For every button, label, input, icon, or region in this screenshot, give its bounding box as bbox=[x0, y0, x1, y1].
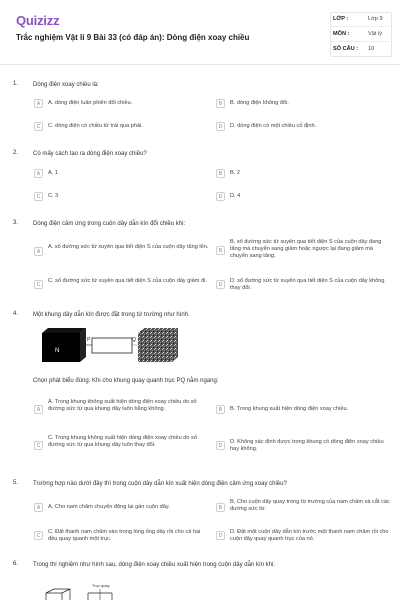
option-text: C. số đường sức từ xuyên qua tiết diện S của cuộn dây giảm đi. bbox=[48, 278, 207, 284]
header-divider bbox=[0, 64, 400, 65]
option-letter: B bbox=[216, 99, 225, 108]
rotation-figure bbox=[40, 581, 140, 600]
meta-table bbox=[330, 12, 390, 56]
meta-key: LỚP : bbox=[333, 16, 349, 22]
meta-row-count bbox=[330, 42, 390, 56]
question-text: Dòng điện xoay chiều là: bbox=[33, 82, 99, 88]
option-text: B. dòng điện không đổi. bbox=[230, 100, 289, 106]
page-title: Trắc nghiệm Vật lí 9 Bài 33 (có đáp án): Dòng điện xoay chiều bbox=[16, 33, 250, 42]
option-letter: C bbox=[34, 192, 43, 201]
option-text: B. Cho cuộn dây quay trong từ trường của nam châm và cắt các đường sức từ. bbox=[230, 499, 390, 513]
option-text: C. dòng điện có chiều từ trái qua phải. bbox=[48, 123, 143, 129]
option-text: B. số đường sức từ xuyên qua tiết diện S của cuộn dây đang tăng mà chuyển sang giảm hoặc ngược lại đang giảm mà chuyển sang tăng. bbox=[230, 239, 382, 260]
option-text: D. dòng điện có một chiều cố định. bbox=[230, 123, 317, 129]
axis-label-q: Q bbox=[132, 337, 136, 343]
option-letter: B bbox=[216, 246, 225, 255]
question-number: 5. bbox=[13, 480, 19, 486]
question-subtext: Chọn phát biểu đúng. Khi cho khung quay quanh trục PQ nằm ngang: bbox=[33, 378, 219, 384]
question-number: 2. bbox=[13, 150, 19, 156]
rotation-axis-label: Trục quay bbox=[92, 583, 110, 588]
option-letter: A bbox=[34, 169, 43, 178]
meta-key: SỐ CÂU : bbox=[333, 46, 359, 52]
option-letter: A bbox=[34, 405, 43, 414]
option-letter: C bbox=[34, 441, 43, 450]
option-text: B. Trong khung xuất hiện dòng điện xoay chiều. bbox=[230, 406, 349, 412]
option-text: C. 3 bbox=[48, 193, 59, 199]
option-text: D. số đường sức từ xuyên qua tiết diện S của cuộn dây không thay đổi. bbox=[230, 278, 385, 292]
option-letter: A bbox=[34, 99, 43, 108]
question-number: 4. bbox=[13, 311, 19, 317]
meta-value: Lớp 9 bbox=[368, 16, 383, 22]
question-text: Trong thí nghiệm như hình sau, dòng điện xoay chiều xuất hiện trong cuộn dây dẫn kín khi: bbox=[33, 562, 275, 568]
quizizz-logo: Quizizz bbox=[16, 13, 60, 28]
meta-row-subject bbox=[330, 27, 390, 42]
wire-frame bbox=[92, 338, 132, 353]
question-text: Có mấy cách tạo ra dòng điện xoay chiều? bbox=[33, 151, 147, 157]
question-number: 1. bbox=[13, 81, 19, 87]
north-pole-side bbox=[80, 328, 86, 362]
option-letter: C bbox=[34, 280, 43, 289]
worksheet-header bbox=[0, 0, 400, 62]
question-number: 6. bbox=[13, 561, 19, 567]
option-text: C. Đặt thanh nam châm vào trong lòng ống dây rồi cho cả hai đều quay quanh một trục. bbox=[48, 529, 201, 543]
option-text: D. 4 bbox=[230, 193, 241, 199]
coil-top bbox=[46, 589, 70, 593]
option-letter: A bbox=[34, 503, 43, 512]
north-pole-top bbox=[42, 328, 86, 333]
question-number: 3. bbox=[13, 220, 19, 226]
meta-row-grade bbox=[330, 12, 390, 27]
option-text: C. Trong khung không xuất hiện dòng điện xoay chiều do số đường sức từ qua khung dây luôn thay đổi. bbox=[48, 435, 197, 449]
option-text: A. 1 bbox=[48, 170, 58, 176]
option-letter: B bbox=[216, 169, 225, 178]
south-pole-top bbox=[138, 328, 178, 333]
option-letter: D bbox=[216, 441, 225, 450]
option-letter: D bbox=[216, 531, 225, 540]
magnet-frame-figure bbox=[34, 325, 194, 365]
meta-key: MÔN : bbox=[333, 31, 350, 37]
north-pole-block bbox=[42, 333, 80, 362]
option-letter: C bbox=[34, 531, 43, 540]
question-text: Một khung dây dẫn kín được đặt trong từ trường như hình. bbox=[33, 312, 190, 318]
option-text: A. dòng điện luân phiên đổi chiều. bbox=[48, 100, 133, 106]
option-text: D. Không xác định được trong khung có dòng điện xoay chiều hay không. bbox=[230, 439, 384, 453]
option-text: A. Cho nam châm chuyển động lại gần cuộn dây. bbox=[48, 504, 170, 510]
option-text: D. Đặt một cuộn dây dẫn kín trước một thanh nam châm rồi cho cuộn dây quay quanh trục của nó. bbox=[230, 529, 389, 543]
option-letter: D bbox=[216, 280, 225, 289]
option-letter: D bbox=[216, 192, 225, 201]
meta-value: 10 bbox=[368, 46, 375, 52]
option-letter: A bbox=[34, 247, 43, 256]
question-text: Dòng điện cảm ứng trong cuộn dây dẫn kín đổi chiều khi: bbox=[33, 221, 186, 227]
meta-value: Vật lý bbox=[368, 31, 382, 37]
option-letter: D bbox=[216, 122, 225, 131]
option-letter: B bbox=[216, 405, 225, 414]
option-text: B. 2 bbox=[230, 170, 240, 176]
south-pole-block bbox=[138, 333, 172, 362]
south-pole-side bbox=[172, 328, 178, 362]
option-letter: B bbox=[216, 503, 225, 512]
option-text: A. số đường sức từ xuyên qua tiết diện S của cuộn dây tăng lên. bbox=[48, 244, 209, 250]
question-text: Trường hợp nào dưới đây thì trong cuộn dây dẫn kín xuất hiện dòng điện cảm ứng xoay chiều? bbox=[33, 481, 287, 487]
axis-label-p: P bbox=[87, 337, 91, 343]
north-pole-label: N bbox=[55, 348, 60, 354]
option-text: A. Trong khung không xuất hiện dòng điện xoay chiều do số đường sức từ qua khung dây luôn bằng không. bbox=[48, 399, 197, 413]
option-letter: C bbox=[34, 122, 43, 131]
